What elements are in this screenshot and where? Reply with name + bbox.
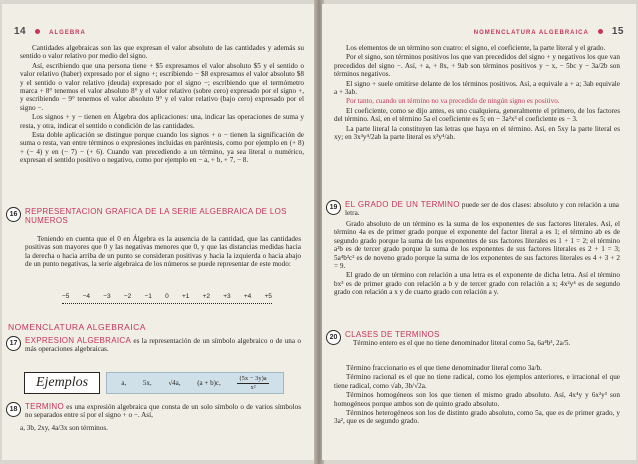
- section-text: puede ser de dos clases: absoluto y con relación a una letra.: [345, 201, 619, 218]
- intro-text: [20, 44, 304, 166]
- fraction-denominator: x²: [250, 383, 256, 391]
- number-line-tick-label: +1: [181, 293, 190, 300]
- section-title: TERMINO: [25, 402, 64, 411]
- example-item: 5x,: [142, 379, 152, 387]
- ejemplos-box: Ejemplos: [24, 372, 100, 394]
- paragraph: Por el signo, son términos positivos los que van precedidos del signo + y negativos los que van precedidos del signo −. Así, + a, + 8x, + 9ab son términos positivos y − x, − 5bc y − 3a/2b son términos negativos.: [334, 53, 620, 79]
- paragraph: Término fraccionario es el que tiene denominador literal como 3a/b.: [346, 364, 542, 372]
- number-line-labels: [62, 293, 272, 300]
- section-19: [326, 200, 622, 218]
- section-title: EXPRESION ALGEBRAICA: [25, 336, 132, 345]
- number-line-tick-label: −3: [103, 293, 111, 300]
- running-head: ALGEBRA: [49, 30, 86, 36]
- clases-text: [334, 364, 620, 427]
- number-line-tick-label: +2: [202, 293, 210, 300]
- paragraph: Términos homogéneos son los que tienen el mismo grado absoluto. Así, 4x⁴y y 6x²y³ son homogéneos porque ambos son de quinto grado absoluto.: [334, 391, 620, 408]
- section-number-badge: 19: [326, 200, 341, 215]
- paragraph: Esta doble aplicación se distingue porque cuando los signos + o − tienen la significación de suma o resta, van entre términos o expresiones incluidas en paréntesis, como por ejemplo en (+ 8) + (− 4) y en (− 7) − (+ 6). Cuando van precediendo a un término, ya sea literal o numérico, expresan el sentido positivo o negativo, como por ejemplo en − a, + b, + 7, − 8.: [20, 131, 304, 165]
- subheading: NOMENCLATURA ALGEBRAICA: [8, 322, 146, 332]
- number-line-tick-label: −4: [82, 293, 91, 300]
- term-elements-text: [334, 44, 620, 142]
- section-18: [6, 402, 304, 420]
- paragraph: Por tanto, cuando un término no va precedido de ningún signo es positivo.: [346, 97, 560, 106]
- paragraph: El grado de un término con relación a una letra es el exponente de dicha letra. Así el término bx³ es de primer grado con relación a b y de tercer grado con relación a x; 4x²y⁴ es de segundo grado con relación a x y de cuarto grado con relación a y.: [334, 271, 620, 297]
- number-line-tick-label: +5: [264, 293, 272, 300]
- section-text: es la representación de un símbolo algebraico o de una o más operaciones algebraicas.: [25, 337, 301, 354]
- section-17: [6, 336, 304, 354]
- section-16: [6, 207, 304, 269]
- number-line-axis: [62, 303, 272, 304]
- running-head: NOMENCLATURA ALGEBRAICA: [473, 30, 589, 36]
- grado-text: [334, 220, 620, 298]
- bullet-icon: [35, 29, 40, 34]
- number-line-tick-label: −2: [123, 293, 132, 300]
- bullet-icon: [598, 29, 603, 34]
- example-fraction: [237, 375, 268, 392]
- ejemplos-strip: [106, 372, 284, 394]
- section-title: EL GRADO DE UN TERMINO: [345, 200, 460, 209]
- number-line-tick-label: −1: [144, 293, 152, 300]
- page-number: 15: [611, 26, 624, 37]
- paragraph: Los elementos de un término son cuatro: el signo, el coeficiente, la parte literal y el grado.: [346, 44, 606, 52]
- right-page: [322, 4, 636, 460]
- paragraph: La parte literal la constituyen las letras que haya en el término. Así, en 5xy la parte literal es xy; en 3x³y⁴/2ab la parte literal es x³y⁴/ab.: [334, 124, 620, 142]
- section-title: CLASES DE TERMINOS: [345, 330, 440, 339]
- right-page-header: [474, 26, 624, 37]
- number-line-tick-label: +4: [243, 293, 252, 300]
- paragraph: Cantidades algebraicas son las que expresan el valor absoluto de las cantidades y además su sentido o valor relativo por medio del signo.: [20, 44, 304, 61]
- left-page-header: [14, 26, 86, 37]
- example-item: √4a,: [168, 379, 181, 387]
- example-item: (a + b)c,: [197, 379, 221, 387]
- paragraph: El signo + suele omitirse delante de los términos positivos. Así, a equivale a + a; 3ab equivale a + 3ab.: [334, 79, 620, 97]
- section-number-badge: 20: [326, 330, 341, 345]
- section-text: es una expresión algebraica que consta de un solo símbolo o de varios símbolos no separados entre sí por el signo + o −. Así,: [25, 403, 302, 420]
- term-examples: a, 3b, 2xy, 4a/3x son términos.: [20, 424, 108, 432]
- paragraph: Grado absoluto de un término es la suma de los exponentes de sus factores literales. Así, el término 4a es de primer grado porque el exponente del factor literal a es 1; el término ab es de segundo grado porque la suma de los exponentes de sus factores literales es 1 + 1 = 2; el término a²b es de tercer grado porque la suma de los exponentes de sus factores literales es 2 + 1 = 3; 5a⁴b³c² es de noveno grado porque la suma de los exponentes de sus factores literales es 4 + 3 + 2 = 9.: [334, 220, 620, 271]
- number-line-tick-label: +3: [223, 293, 231, 300]
- number-line: [62, 293, 272, 311]
- paragraph: Términos heterogéneos son los de distinto grado absoluto, como 5a, que es de primer grado, y 3a², que es de segundo grado.: [334, 409, 620, 426]
- paragraph: El coeficiente, como se dijo antes, es uno cualquiera, generalmente el primero, de los factores del término. Así, en el término 5a el coeficiente es 5; en − 3a²x³ el coeficiente es − 3.: [334, 106, 620, 124]
- section-20: [326, 330, 622, 347]
- number-line-tick-label: −5: [62, 293, 70, 300]
- number-line-tick-label: 0: [165, 293, 169, 300]
- section-number-badge: 16: [6, 207, 21, 222]
- section-text: Término entero es el que no tiene denominador literal como 5a, 6a⁴b³, 2a/5.: [353, 339, 571, 347]
- paragraph: Así, escribiendo que una persona tiene + $5 expresamos el valor absoluto $5 y el sentido o valor relativo (haber) expresado por el signo +; escribiendo − $8 expresamos el valor absoluto $8 y el sentido o valor relativo (deuda) expresado por el signo −; escribiendo que el termómetro marca + 8° tenemos el valor absoluto 8° y el valor relativo (sobre cero) expresado por el signo +, y escribiendo − 9° tenemos el valor absoluto 9° y el valor relativo (bajo cero) expresado por el signo −.: [20, 61, 304, 112]
- section-number-badge: 18: [6, 402, 21, 417]
- example-item: a,: [121, 379, 127, 387]
- page-number: 14: [14, 26, 27, 37]
- fraction-numerator: (5x − 3y)a: [239, 374, 267, 382]
- paragraph: Término racional es el que no tiene radical, como los ejemplos anteriores, e irracional el que tiene radical, como √ab, 3b/√2a.: [334, 373, 620, 390]
- section-text: Teniendo en cuenta que el 0 en Álgebra es la ausencia de la cantidad, que las cantidades positivas son mayores que 0 y las negativas menores que 0, y que las distancias medidas hacia la derecha o hacia arriba de un punto se consideran positivas y hacia la izquierda o hacia abajo de un punto negativas, la serie algebraica de los números se puede representar de este modo:: [25, 235, 301, 269]
- section-number-badge: 17: [6, 336, 21, 351]
- left-page: [2, 4, 316, 460]
- section-title: REPRESENTACION GRAFICA DE LA SERIE ALGEBRAICA DE LOS NUMEROS: [25, 207, 287, 225]
- paragraph: Los signos + y − tienen en Álgebra dos aplicaciones: una, indicar las operaciones de suma y resta, y otra, indicar el sentido o condición de las cantidades.: [20, 113, 304, 130]
